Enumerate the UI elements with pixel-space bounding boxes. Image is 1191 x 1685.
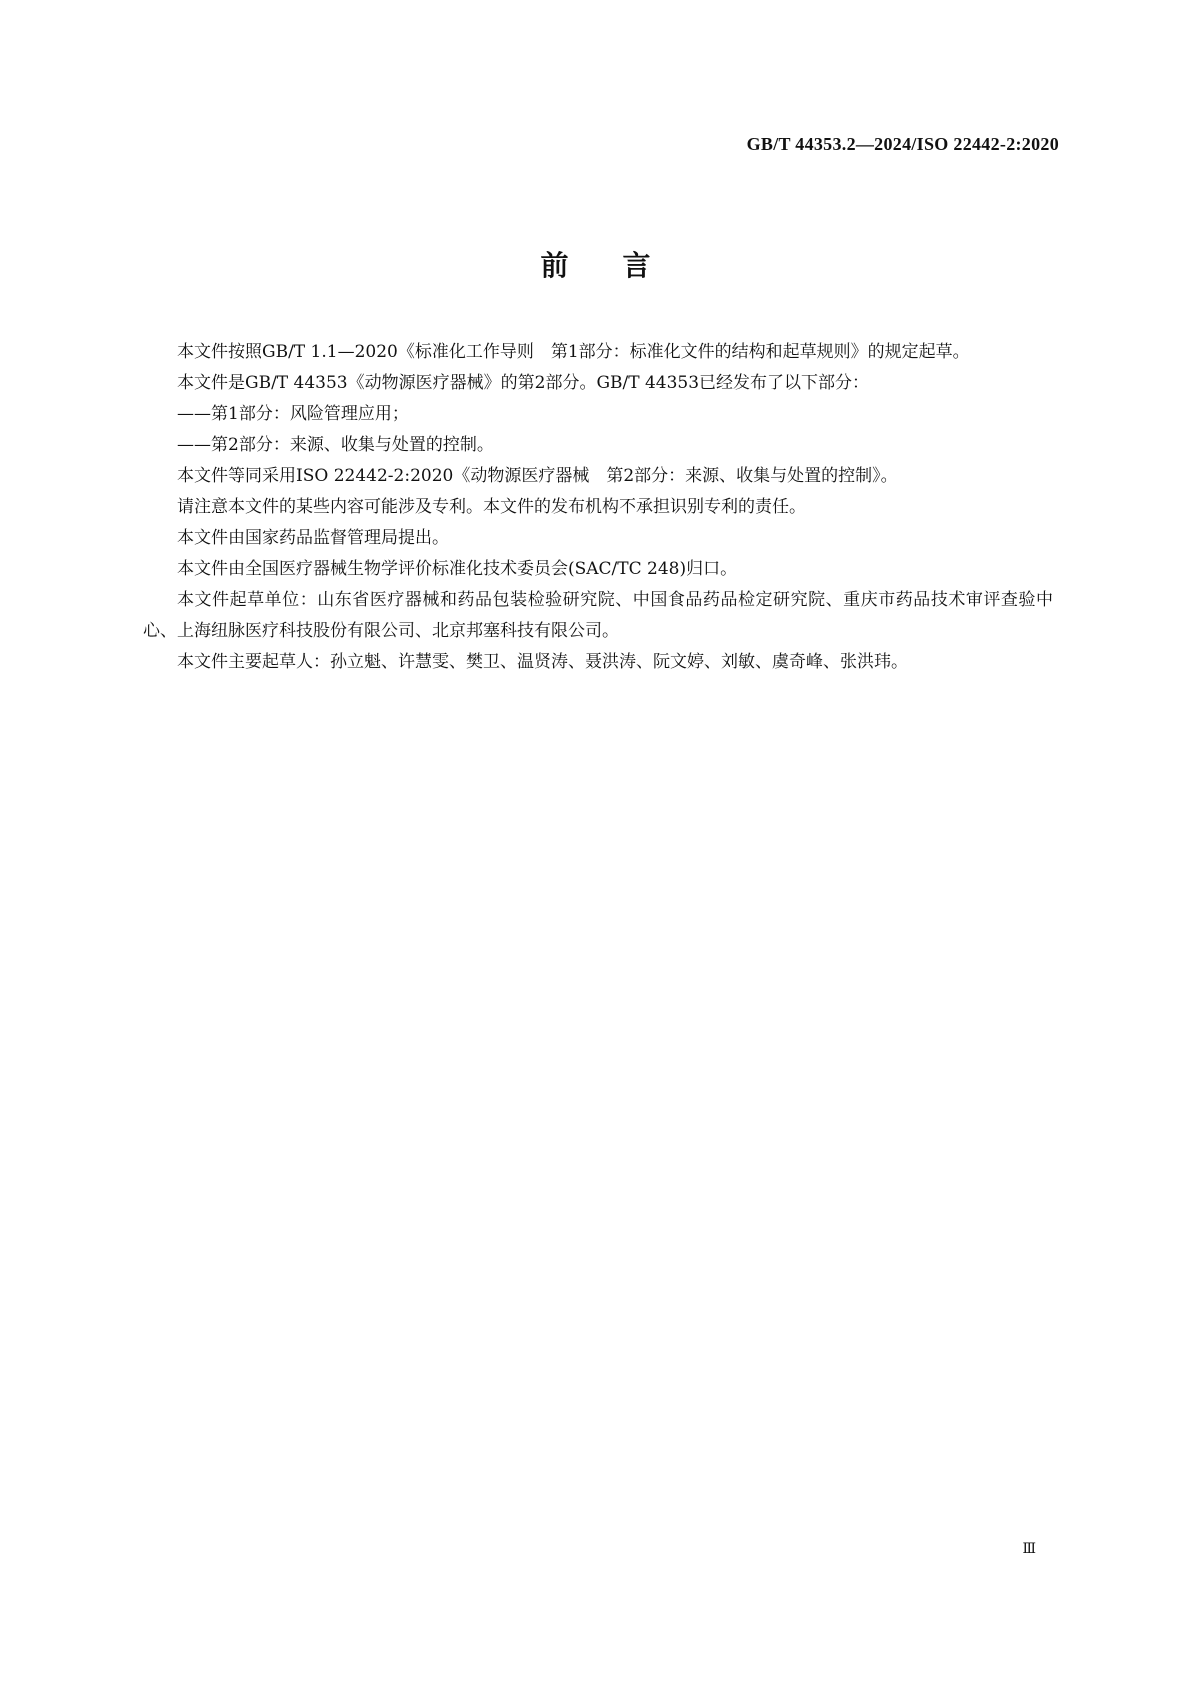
paragraph-drafters: 本文件主要起草人：孙立魁、许慧雯、樊卫、温贤涛、聂洪涛、阮文婷、刘敏、虞奇峰、张洪玮。	[177, 652, 908, 672]
paragraph-patent-notice: 请注意本文件的某些内容可能涉及专利。本文件的发布机构不承担识别专利的责任。	[177, 497, 806, 517]
page-title: 前言	[540, 249, 705, 282]
standard-code-header: GB/T 44353.2—2024/ISO 22442-2:2020	[746, 134, 1059, 154]
foreword-body	[143, 337, 1053, 678]
paragraph-adoption: 本文件等同采用ISO 22442-2:2020《动物源医疗器械 第2部分：来源、收集与处置的控制》。	[177, 466, 898, 486]
paragraph-drafting-units: 本文件起草单位：山东省医疗器械和药品包装检验研究院、中国食品药品检定研究院、重庆市药品技术审评查验中心、上海纽脉医疗科技股份有限公司、北京邦塞科技有限公司。	[143, 590, 1053, 641]
paragraph-series-intro: 本文件是GB/T 44353《动物源医疗器械》的第2部分。GB/T 44353已经发布了以下部分：	[177, 373, 870, 393]
list-item-part-2: ——第2部分：来源、收集与处置的控制。	[177, 435, 494, 455]
paragraph-under-jurisdiction: 本文件由全国医疗器械生物学评价标准化技术委员会(SAC/TC 248)归口。	[177, 559, 738, 579]
paragraph-proposed-by: 本文件由国家药品监督管理局提出。	[177, 528, 449, 548]
paragraph-drafting-rules: 本文件按照GB/T 1.1—2020《标准化工作导则 第1部分：标准化文件的结构和起草规则》的规定起草。	[177, 342, 970, 362]
list-item-part-1: ——第1部分：风险管理应用；	[177, 404, 409, 424]
page-number: Ⅲ	[1022, 1542, 1036, 1557]
